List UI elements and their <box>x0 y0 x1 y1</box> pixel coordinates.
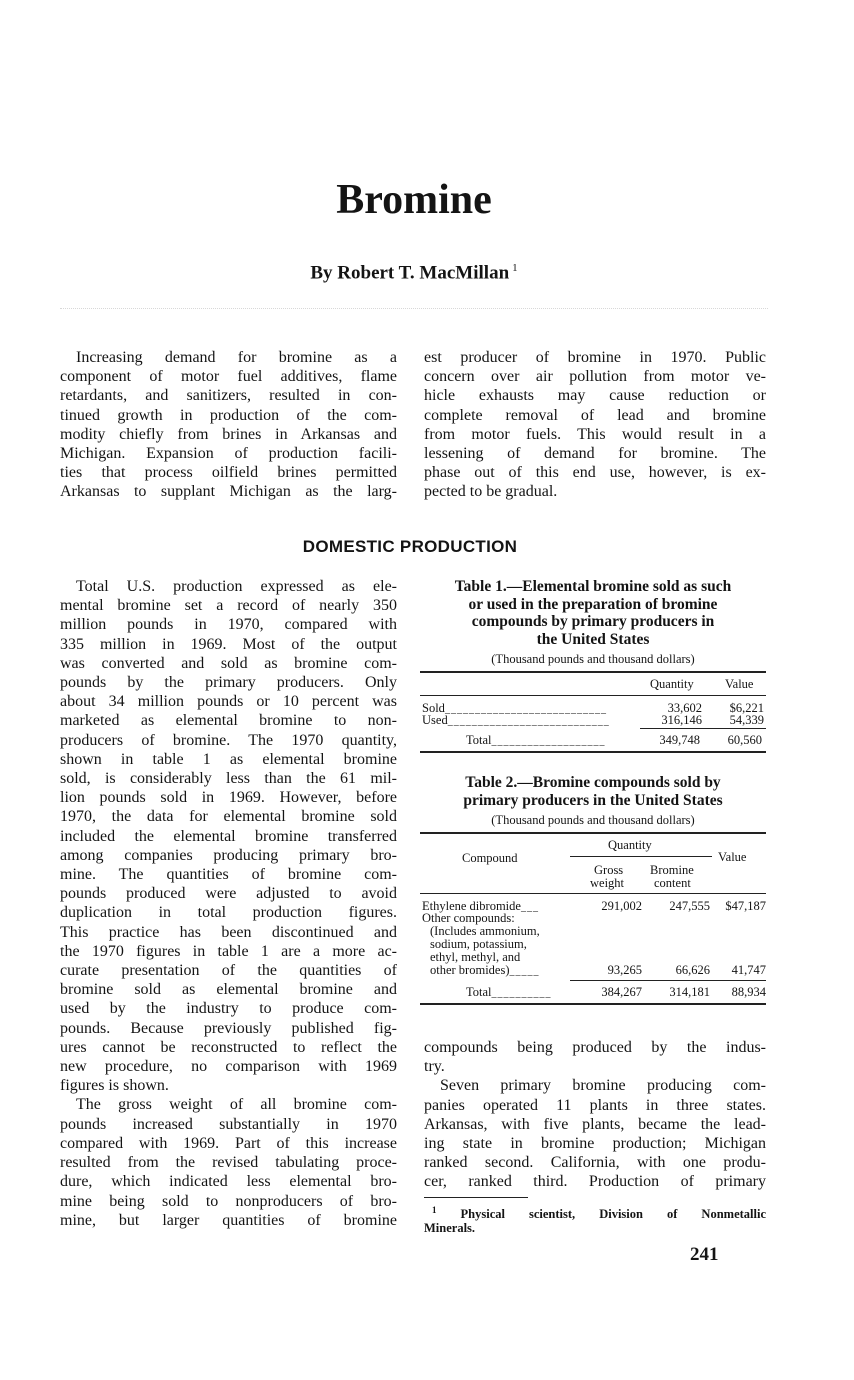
cell-quantity: 316,146 <box>661 713 702 727</box>
col-header-value: Value <box>718 850 747 864</box>
caption-line: the United States <box>536 630 650 648</box>
text-line: 1970, the data for elemental bromine sold <box>60 808 397 826</box>
intro-right-column <box>424 348 766 502</box>
row-label: Total <box>466 985 492 999</box>
caption-line: Table 1.—Elemental bromine sold as such <box>454 578 732 595</box>
leader-dots: __________ <box>491 988 552 999</box>
table-1-total <box>420 729 766 749</box>
table-1-body <box>420 696 766 726</box>
text-line: ing state in bromine production; Michigan <box>424 1135 766 1153</box>
text-line: among companies producing primary bro- <box>60 846 397 864</box>
cell-gross: 291,002 <box>601 899 642 913</box>
col-header-content-2: content <box>654 876 691 890</box>
text-line: figures is shown. <box>60 1077 169 1095</box>
page-title: Bromine <box>336 177 492 223</box>
byline <box>0 262 828 284</box>
cell-value: 88,934 <box>731 985 766 999</box>
cell-content: 66,626 <box>675 963 710 977</box>
text-line: ures cannot be reconstructed to reflect the <box>60 1038 397 1056</box>
text-line: lessening of demand for bromine. The <box>424 445 766 463</box>
text-line: Arkansas, with five plants, became the lead- <box>424 1115 766 1133</box>
body-left-column <box>60 577 397 1230</box>
col-header-value: Value <box>725 677 754 691</box>
text-line: included the elemental bromine transferred <box>60 827 397 845</box>
footnote-line: Minerals. <box>424 1221 476 1236</box>
col-header-gross-1: Gross <box>594 863 624 877</box>
text-line: pounds by the primary producers. Only <box>60 674 397 692</box>
footnote-rule <box>424 1197 528 1198</box>
author-name: By Robert T. MacMillan <box>310 262 510 284</box>
table-1-units: (Thousand pounds and thousand dollars) <box>491 652 695 666</box>
header-rule <box>570 856 712 857</box>
text-line: curate presentation of the quantities of <box>60 962 397 980</box>
text-line: dure, which indicated less elemental bro- <box>60 1173 397 1191</box>
col-header-quantity: Quantity <box>650 677 694 691</box>
text-line: component of motor fuel additives, flame <box>60 368 397 386</box>
text-line: complete removal of lead and bromine <box>424 406 766 424</box>
leader-dots: _____ <box>509 966 540 977</box>
table-2-body <box>420 894 766 976</box>
footnote <box>424 1203 766 1235</box>
row-label: Used <box>422 713 448 727</box>
text-line: mine. The quantities of bromine com- <box>60 866 397 884</box>
cell-content: 314,181 <box>669 985 710 999</box>
text-line: mental bromine set a record of nearly 350 <box>60 597 397 615</box>
row-label: other bromides) <box>430 963 510 977</box>
row-label: Total <box>466 733 492 747</box>
text-line: bromine sold as elemental bromine and <box>60 981 397 999</box>
text-line: ties that process oilfield brines permitted <box>60 464 397 482</box>
text-line: pounds. Because previously published fig- <box>60 1019 397 1037</box>
text-line: Seven primary bromine producing com- <box>440 1077 766 1095</box>
table-2-total <box>420 981 766 1001</box>
col-header-content-1: Bromine <box>650 863 694 877</box>
text-line: resulted from the revised tabulating proce- <box>60 1154 397 1172</box>
text-line: pounds increased substantially in 1970 <box>60 1115 397 1133</box>
table-1 <box>420 578 766 753</box>
row-label: Sold <box>422 701 445 715</box>
text-line: was converted and sold as bromine com- <box>60 654 397 672</box>
text-line: try. <box>424 1058 445 1076</box>
text-line: hicle exhausts may cause reduction or <box>424 387 766 405</box>
text-line: Michigan. Expansion of production facili- <box>60 445 397 463</box>
text-line: cer, ranked third. Production of primary <box>424 1173 766 1191</box>
caption-line: Table 2.—Bromine compounds sold by <box>465 774 721 791</box>
col-header-gross-2: weight <box>590 876 625 890</box>
text-line: est producer of bromine in 1970. Public <box>424 349 766 366</box>
text-line: used by the industry to produce com- <box>60 1000 397 1018</box>
text-line: about 34 million pounds or 10 percent was <box>60 693 397 711</box>
row-label: sodium, potassium, <box>430 937 527 951</box>
cell-gross: 93,265 <box>607 963 642 977</box>
text-line: 335 million in 1969. Most of the output <box>60 635 397 653</box>
leader-dots: ___________________ <box>491 736 606 747</box>
text-line: Arkansas to supplant Michigan as the larg- <box>60 483 397 501</box>
text-line: marketed as elemental bromine to non- <box>60 712 397 730</box>
cell-value: $47,187 <box>725 899 766 913</box>
text-line: phase out of this end use, however, is ex- <box>424 464 766 482</box>
text-line: compounds being produced by the indus- <box>424 1039 766 1056</box>
text-line: ranked second. California, with one produ- <box>424 1154 766 1172</box>
text-line: million pounds in 1970, compared with <box>60 616 397 634</box>
text-line: new procedure, no comparison with 1969 <box>60 1058 397 1076</box>
header-divider <box>60 308 768 309</box>
row-label: (Includes ammonium, <box>430 924 540 938</box>
leader-dots: ___________________________ <box>447 716 610 727</box>
caption-line: or used in the preparation of bromine <box>468 595 718 613</box>
table-rule <box>420 751 766 753</box>
page-number: 241 <box>690 1244 719 1265</box>
row-label: ethyl, methyl, and <box>430 950 521 964</box>
cell-content: 247,555 <box>669 899 710 913</box>
leader-dots: ___ <box>520 902 539 913</box>
table-1-caption <box>420 578 766 648</box>
table-row <box>422 714 764 728</box>
row-label: Other compounds: <box>422 911 515 925</box>
cell-value: 60,560 <box>727 733 762 747</box>
table-2-caption <box>420 774 766 809</box>
text-line: from motor fuels. This would result in a <box>424 425 766 443</box>
footnote-marker: 1 <box>432 1205 437 1215</box>
text-line: Increasing demand for bromine as a <box>76 349 397 366</box>
col-header-compound: Compound <box>462 851 518 865</box>
text-line: panies operated 11 plants in three states. <box>424 1096 766 1114</box>
text-line: modity chiefly from brines in Arkansas and <box>60 425 397 443</box>
text-line: mine being sold to nonproducers of bro- <box>60 1192 397 1210</box>
caption-line: primary producers in the United States <box>463 791 723 809</box>
text-line: compared with 1969. Part of this increase <box>60 1134 397 1152</box>
table-2 <box>420 774 766 1005</box>
cell-value: 41,747 <box>731 963 766 977</box>
text-line: producers of bromine. The 1970 quantity, <box>60 731 397 749</box>
footnote-marker: 1 <box>512 262 518 274</box>
table-row <box>422 912 766 978</box>
col-header-quantity: Quantity <box>608 838 652 852</box>
caption-line: compounds by primary producers in <box>471 613 715 630</box>
text-line: tinued growth in production of the com- <box>60 406 397 424</box>
text-line: mine, but larger quantities of bromine <box>60 1211 397 1229</box>
table-2-units: (Thousand pounds and thousand dollars) <box>491 813 695 827</box>
text-line: This practice has been discontinued and <box>60 923 397 941</box>
cell-gross: 384,267 <box>601 985 642 999</box>
table-row-total <box>466 986 552 1000</box>
text-line: the 1970 figures in table 1 are a more ac- <box>60 942 397 960</box>
table-rule <box>420 1003 766 1005</box>
cell-value: $6,221 <box>729 701 764 715</box>
intro-left-column <box>60 348 397 502</box>
text-line: Total U.S. production expressed as ele- <box>76 578 397 595</box>
cell-value: 54,339 <box>729 713 764 727</box>
text-line: pounds produced were adjusted to avoid <box>60 885 397 903</box>
text-line: sold, is considerably less than the 61 mil- <box>60 770 397 788</box>
text-line: The gross weight of all bromine com- <box>76 1096 397 1114</box>
table-2-header <box>420 834 766 892</box>
row-label: Ethylene dibromide <box>422 899 521 913</box>
table-1-header <box>420 673 766 693</box>
body-right-column <box>424 1038 766 1192</box>
text-line: lion pounds sold in 1969. However, before <box>60 789 397 807</box>
text-line: retardants, and sanitizers, resulted in con- <box>60 387 397 405</box>
footnote-text: Physical scientist, Division of Nonmetallic <box>460 1207 766 1222</box>
text-line: duplication in total production figures. <box>60 904 397 922</box>
section-heading: DOMESTIC PRODUCTION <box>302 537 518 556</box>
text-line: pected to be gradual. <box>424 483 558 501</box>
cell-quantity: 349,748 <box>659 733 700 747</box>
footnote-line <box>424 1203 766 1221</box>
leader-dots: ___________________________ <box>444 704 607 715</box>
text-line: shown in table 1 as elemental bromine <box>60 750 397 768</box>
cell-quantity: 33,602 <box>667 701 702 715</box>
text-line: concern over air pollution from motor ve- <box>424 368 766 386</box>
